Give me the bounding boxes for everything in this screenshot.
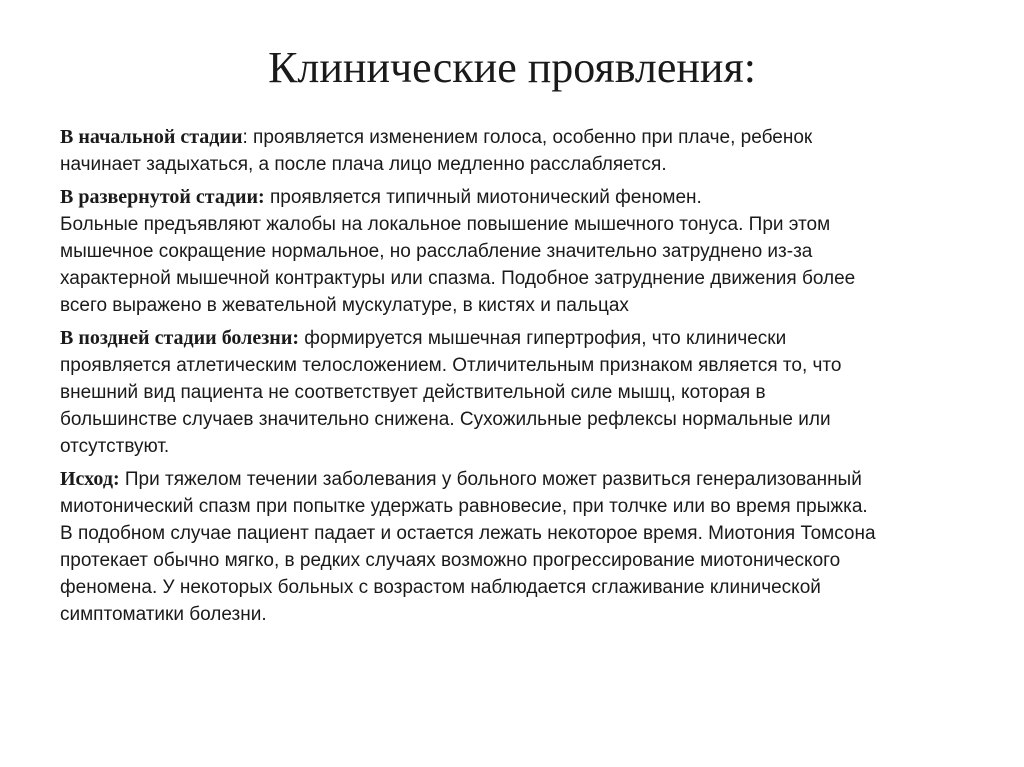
paragraph-text: При тяжелом течении заболевания у больного может развиться генерализованный [119, 469, 862, 490]
paragraph-line: всего выражено в жевательной мускулатуре, в кистях и пальцах [60, 295, 629, 316]
paragraph-line: отсутствуют. [60, 436, 170, 457]
paragraph-line: большинстве случаев значительно снижена. Сухожильные рефлексы нормальные или [60, 409, 831, 430]
paragraph-lead: В развернутой стадии: [60, 186, 265, 208]
paragraph-lead: В начальной стадии [60, 126, 243, 148]
paragraph-line: симптоматики болезни. [60, 604, 267, 625]
slide-title: Клинические проявления: [268, 43, 756, 92]
paragraph-text: : проявляется изменением голоса, особенно при плаче, ребенок [242, 127, 813, 148]
paragraph-developed-stage [60, 184, 965, 319]
paragraph-line: В подобном случае пациент падает и остается лежать некоторое время. Миотония Томсона [60, 523, 876, 544]
paragraph-initial-stage [60, 124, 965, 178]
paragraph-line: начинает задыхаться, а после плача лицо медленно расслабляется. [60, 154, 667, 175]
paragraph-lead: Исход: [60, 468, 120, 490]
slide-body [60, 124, 965, 634]
paragraph-line: внешний вид пациента не соответствует действительной силе мышц, которая в [60, 382, 766, 403]
paragraph-line [60, 124, 965, 151]
paragraph-lead: В поздней стадии болезни: [60, 327, 300, 349]
paragraph-line: проявляется атлетическим телосложением. Отличительным признаком является то, что [60, 355, 842, 376]
paragraph-line: Больные предъявляют жалобы на локальное повышение мышечного тонуса. При этом [60, 214, 831, 235]
paragraph-outcome [60, 466, 965, 628]
paragraph-line [60, 325, 965, 352]
paragraph-line [60, 466, 965, 493]
paragraph-line: миотонический спазм при попытке удержать равновесие, при толчке или во время прыжка. [60, 496, 868, 517]
paragraph-late-stage [60, 325, 965, 460]
paragraph-line: протекает обычно мягко, в редких случаях возможно прогрессирование миотонического [60, 550, 841, 571]
paragraph-line: характерной мышечной контрактуры или спазма. Подобное затруднение движения более [60, 268, 856, 289]
paragraph-text: формируется мышечная гипертрофия, что клинически [299, 328, 787, 349]
paragraph-text: проявляется типичный миотонический феномен. [264, 187, 702, 208]
paragraph-line: мышечное сокращение нормальное, но расслабление значительно затруднено из-за [60, 241, 813, 262]
paragraph-line: феномена. У некоторых больных с возрастом наблюдается сглаживание клинической [60, 577, 821, 598]
paragraph-line [60, 184, 965, 211]
